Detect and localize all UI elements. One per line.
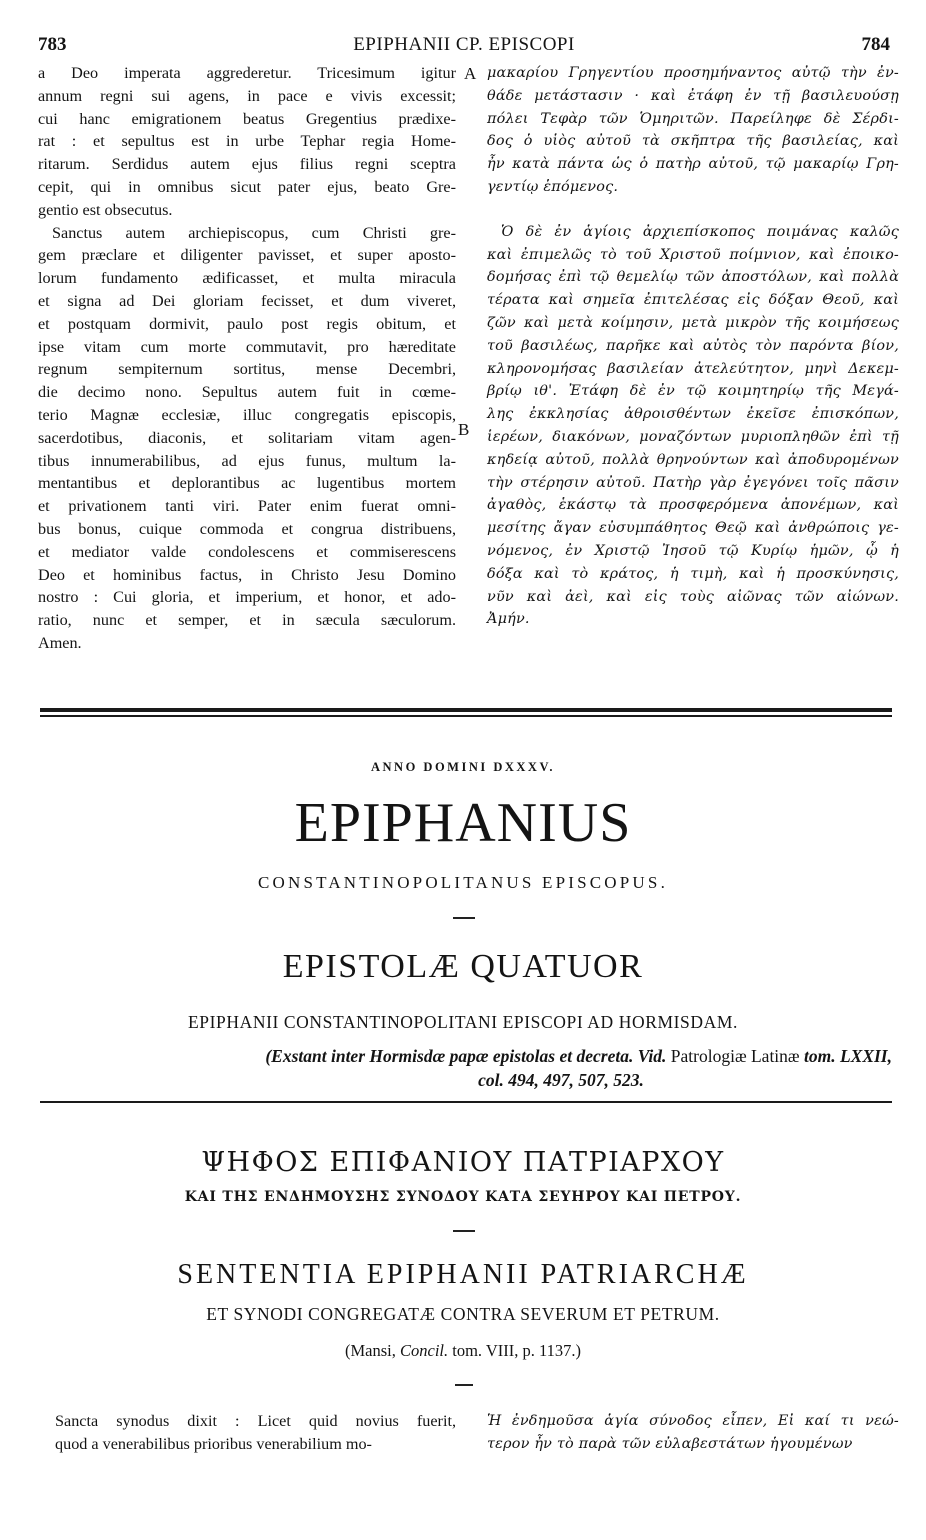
mansi-reference [0, 1341, 926, 1361]
text-line: Sanctus autem archiepiscopus, cum Christi gre- [52, 223, 456, 242]
bottom-greek-column [487, 1410, 899, 1456]
text-line: Ἡ ἐνδημοῦσα ἁγία σύνοδος εἶπεν, Εἰ καί τι νεώ- [487, 1413, 899, 1429]
ref-open: (Mansi, [344, 1341, 396, 1360]
note-italic-2: epistolas et decreta. Vid. [492, 1046, 667, 1066]
text-line: lorum fundamento ædificasset, et multa miracula [38, 269, 456, 288]
text-line: nostro : Cui gloria, et imperium, et honor, et ado- [38, 588, 456, 607]
running-title: EPIPHANII CP. EPISCOPI [353, 34, 575, 55]
text-line: πόλει Τεφὰρ τῶν Ὁμηριτῶν. Παρείληφε δὲ Σέρδι- [487, 110, 899, 127]
page-number-right: 784 [861, 34, 890, 55]
latin-title: SENTENTIA EPIPHANII PATRIARCHÆ [177, 1259, 749, 1290]
bottom-latin-column [55, 1410, 456, 1456]
text-line: ratio, nunc et semper, et in sæcula sæculorum. [38, 611, 456, 630]
page-number-left: 783 [38, 34, 67, 55]
note-italic-3: tom. LXXII, [803, 1046, 892, 1066]
text-line: Ἀμήν. [487, 611, 530, 628]
text-line: mentantibus et deplorantibus ac lugentibus mortem [38, 474, 456, 493]
text-line: ἱερέων, διακόνων, μοναζόντων μυριοπληθῶν ἐπὶ τῇ [487, 428, 899, 445]
text-line: quod a venerabilibus prioribus venerabilium mo- [55, 1434, 372, 1453]
text-line: δομήσας ἐπὶ τῷ θεμελίῳ τῶν ἀποστόλων, καὶ πολλὰ [487, 269, 899, 286]
text-line: βρίῳ ιθ'. Ἐτάφη δὲ ἐν τῷ κοιμητηρίῳ τῆς Μεγά- [487, 383, 899, 400]
ref-italic: Concil. [399, 1341, 449, 1360]
greek-column [487, 62, 899, 631]
text-line: die decimo nono. Sepultus autem fuit in cœme- [38, 383, 456, 402]
text-line: gentio est obsecutus. [38, 200, 173, 219]
greek-paragraph-1 [487, 62, 899, 199]
text-line: μεσίτης ἄγαν εὐσυμπάθητος Θεῷ καὶ ἀνθρώποις γε- [487, 520, 899, 537]
running-header [38, 34, 890, 60]
text-line: τέρατα καὶ σημεῖα ἐπιτελέσας εἰς δόξαν Θεοῦ, καὶ [487, 292, 899, 309]
text-line: ἀγαθὸς, ἑκάστῳ τὰ προσφερόμενα ἀπονέμων, καὶ [487, 497, 899, 514]
text-line: sacerdotibus, diaconis, et solitariam vitam agen- [38, 428, 456, 447]
text-line: et signa ad Dei gloriam fecisset, et dum viveret, [38, 291, 456, 310]
section-rule [40, 1101, 892, 1103]
latin-subtitle: ET SYNODI CONGREGATÆ CONTRA SEVERUM ET PETRUM. [206, 1304, 720, 1324]
text-line: Deo et hominibus factus, in Christo Jesu Domino [38, 565, 456, 584]
text-line: τοῦ βασιλέως, παρῆκε καὶ αὐτὸς τὸν παρόντα βίον, [487, 337, 899, 354]
text-line: νόμενος, ἐν Χριστῷ Ἰησοῦ τῷ Κυρίῳ ἡμῶν, ᾧ ἡ [487, 542, 899, 559]
text-line: ritarum. Serdidus autem ejus filius regni sceptra [38, 155, 456, 174]
text-line: regnum sempiternum sortitus, mense Decembri, [38, 360, 456, 379]
exstant-note-line-1 [150, 1044, 892, 1068]
text-line: λης ἐκκλησίας ἀθροισθέντων ἐκεῖσε ἐπισκόπων, [487, 406, 899, 423]
text-line: cepit, qui in omnibus sicut pater ejus, beato Gre- [38, 177, 456, 196]
main-title: EPIPHANIUS [294, 792, 632, 854]
greek-paragraph-2 [487, 221, 899, 631]
exstant-note [150, 1044, 892, 1092]
text-line: καὶ ἐπιμελῶς τὸ τοῦ Χριστοῦ ποίμνιον, καὶ ἐποικο- [487, 246, 899, 263]
text-line: θάδε μετάστασιν · καὶ ἐτάφη ἐν τῇ βασιλευούσῃ [487, 87, 899, 104]
section1-title: EPISTOLÆ QUATUOR [282, 948, 644, 985]
text-line: Ὁ δὲ ἐν ἁγίοις ἀρχιεπίσκοπος ποιμάνας καλῶς [501, 223, 899, 240]
double-rule-bottom [40, 715, 892, 717]
greek-title: ΨΗΦΟΣ ΕΠΙΦΑΝΙΟΥ ΠΑΤΡΙΑΡΧΟΥ [201, 1147, 725, 1178]
dash-divider-2 [453, 1230, 475, 1232]
text-line: ζῶν καὶ μετὰ κοίμησιν, μετὰ μικρὸν τῆς κοιμήσεως [487, 314, 899, 331]
text-line: ipse vitam cum morte commutavit, pro hæreditate [38, 337, 456, 356]
text-line: νῦν καὶ ἀεὶ, καὶ εἰς τοὺς αἰῶνας τῶν αἰώνων. [487, 588, 899, 605]
anno-line: ANNO DOMINI DXXXV. [370, 760, 555, 774]
text-line: et privationem tanti viri. Pater enim fuerat omni- [38, 497, 456, 516]
note-plain-1: Patrologiæ Latinæ [670, 1046, 800, 1066]
text-line: ἦν κατὰ πάντα ὡς ὁ πατὴρ αὐτοῦ, τῷ μακαρίῳ Γρη- [487, 156, 899, 173]
double-rule-top [40, 708, 892, 712]
text-line: δος ὁ υἱὸς αὐτοῦ τὰ σκῆπτρα τῆς βασιλείας, καὶ [487, 133, 899, 150]
text-line: cui hanc emigrationem beatus Gregentius prædixe- [38, 109, 456, 128]
text-line: terio Magnæ ecclesiæ, illuc congregatis episcopis, [38, 405, 456, 424]
ref-rest: tom. VIII, p. 1137.) [452, 1341, 582, 1360]
text-line: gem præclare et diligenter pavisset, et super aposto- [38, 246, 456, 265]
text-line: et mediator valde condolescens et commiserescens [38, 542, 456, 561]
text-line: et postquam dormivit, paulo post regis obitum, et [38, 314, 456, 333]
text-line: tibus innumerabilibus, ad ejus funus, multum la- [38, 451, 456, 470]
section1-subtitle: EPIPHANII CONSTANTINOPOLITANI EPISCOPI AD HORMISDAM. [187, 1012, 738, 1032]
latin-paragraph-2 [38, 222, 456, 655]
text-line: Amen. [38, 633, 82, 652]
text-line: annum regni sui agens, in pace e vivis excessit; [38, 86, 456, 105]
dash-divider-3 [455, 1384, 473, 1386]
text-line: rat : et sepultus est in urbe Tephar regia Home- [38, 132, 456, 151]
greek-subtitle: ΚΑΙ ΤΗΣ ΕΝΔΗΜΟΥΣΗΣ ΣΥΝΟΔΟΥ ΚΑΤΑ ΣΕΥΗΡΟΥ ΚΑΙ ΠΕΤΡΟΥ. [184, 1189, 742, 1205]
text-line: τὴν στέρησιν αὐτοῦ. Πατὴρ γὰρ ἐγεγόνει τοῖς πᾶσιν [487, 474, 899, 491]
margin-mark-b: B [458, 420, 470, 439]
latin-column [38, 62, 456, 655]
text-line: τερον ἦν τὸ παρὰ τῶν εὐλαβεστάτων ἡγουμένων [487, 1435, 853, 1452]
text-line: γεντίῳ ἑπόμενος. [487, 178, 619, 195]
text-line: κηδείᾳ αὐτοῦ, πολλὰ θρηνούντων καὶ ἀποδυρομένων [487, 451, 899, 468]
text-line: δόξα καὶ τὸ κράτος, ἡ τιμὴ, καὶ ἡ προσκύνησις, [487, 565, 899, 582]
text-line: bus bonus, cuique commoda et congrua distribuens, [38, 519, 456, 538]
text-line: κληρονομήσας βασιλείαν ἀτελεύτητον, μηνὶ Δεκεμ- [487, 360, 899, 377]
text-line: μακαρίου Γρηγεντίου προσημήναντος αὐτῷ τὴν ἐν- [487, 65, 899, 81]
latin-paragraph-1 [38, 62, 456, 222]
exstant-note-line-2: col. 494, 497, 507, 523. [478, 1070, 644, 1090]
text-line: Sancta synodus dixit : Licet quid novius fuerit, [55, 1412, 456, 1430]
main-subtitle: CONSTANTINOPOLITANUS EPISCOPUS. [257, 873, 669, 892]
margin-mark-a: A [464, 64, 477, 83]
note-italic-1: (Exstant inter Hormisdæ papæ [265, 1046, 489, 1066]
dash-divider-1 [453, 917, 475, 919]
text-line: a Deo imperata aggrederetur. Tricesimum igitur [38, 64, 456, 82]
